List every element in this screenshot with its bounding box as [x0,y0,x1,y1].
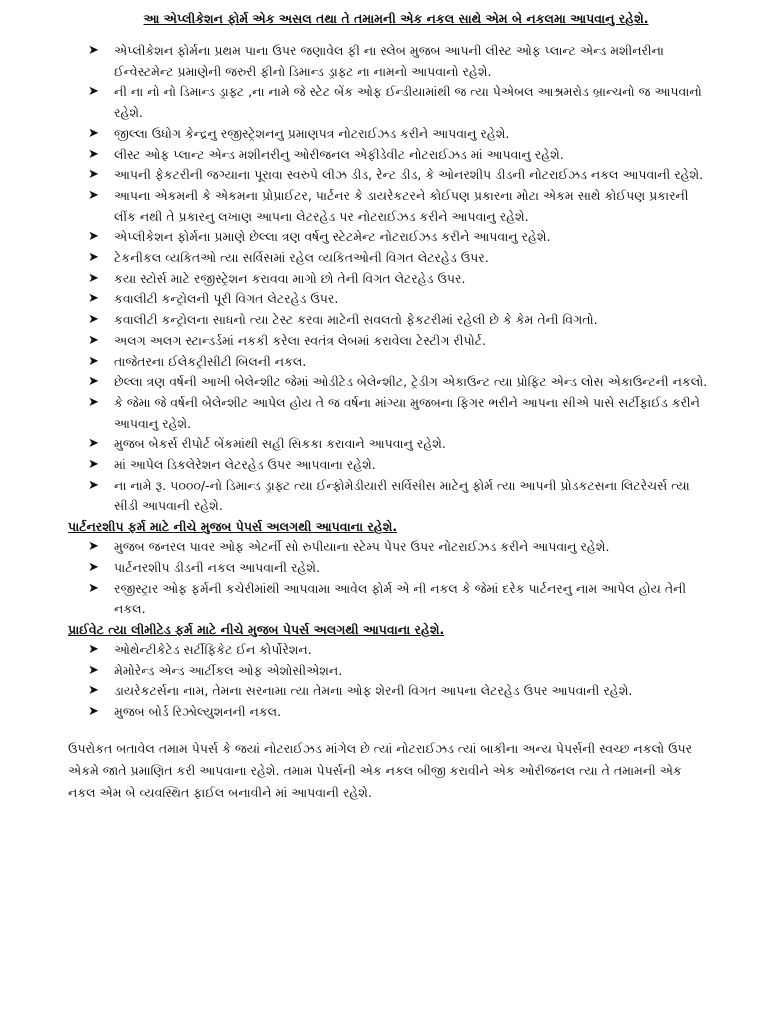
list-item [88,455,712,476]
list-item-text: છેલ્લા ત્રણ વર્ષની આખી બેલેન્શીટ જેમાં ઓડીટેડ બેલેન્શીટ, ટ્રેડીગ એકાઉન્ટ ત્યા પ્રોફિટ એન્ડ લોસ એકાઉન્ટની નકલો. [114,374,708,390]
arrow-bullet-icon: ➤ [88,374,99,390]
arrow-bullet-icon: ➤ [88,332,99,348]
list-item [88,165,712,186]
list-item-text: ડાયરેકટર્સના નામ, તેમના સરનામા ત્યા તેમના ઓફ શેરની વિગત આપના લેટરહેડ ઉપર આપવાની રહેશે. [114,683,633,699]
list-item-text: એપ્લીકેશન ફોર્મના પ્રમાણે છેલ્લા ત્રણ વર્ષનુ સ્ટેટમેન્ટ નોટરાઈઝડ કરીને આપવાનુ રહેશે. [114,229,551,245]
list-item [88,558,712,579]
list-item [88,579,712,620]
list-item [88,352,712,373]
arrow-bullet-icon: ➤ [88,641,99,657]
list-item [88,269,712,290]
list-item-text: ટેકનીકલ વ્યકિતઓ ત્યા સર્વિસમાં રહેલ વ્યકિતઓની વિગત લેટરહેડ ઉપર. [114,250,489,266]
list-item-text: આપના એકમની કે એકમના પ્રોપ્રાઈટર, પાર્ટનર કે ડાયરેકટરને કોઈપણ પ્રકારના મોટા એકમ સાથે કોઈપણ પ્રકારની લીંક નથી તે પ્રકારનુ લખાણ આપના લેટરહેડ પર નોટરાઈઝડ કરીને આપવાનુ રહેશે. [114,187,689,224]
closing-paragraph: ઉપરોકત બતાવેલ તમામ પેપર્સ કે જયાં નોટરાઈઝડ માંગેલ છે ત્યાં નોટરાઈઝડ ત્યાં બાકીના અન્ય પેપર્સની સ્વચ્છ નકલો ઉપર એકમે જાતે પ્રમાણિત કરી આપવાના રહેશે. તમામ પેપર્સની એક નકલ બીજી કરાવીને એક ઓરીજનલ ત્યા તે તમામની એક નકલ એમ બે વ્યવસ્થિત ફાઈલ બનાવીને માં આપવાની રહેશે. [68,740,693,800]
list-item-text: માં આપેલ ડિકલેરેશન લેટરહેડ ઉપર આપવાના રહેશે. [114,457,376,473]
list-item-text: કવાલીટી કન્ટ્રોલના સાધનો ત્યા ટેસ્ટ કરવા માટેની સવલતો ફેકટરીમાં રહેલી છે કે કેમ તેની વિગતો. [114,312,598,328]
partnership-requirements-list [88,537,712,620]
arrow-bullet-icon: ➤ [88,353,99,369]
list-item-text: તાજેતરના ઈલેકટ્રીસીટી બિલની નકલ. [114,353,307,369]
list-item [88,289,712,310]
arrow-bullet-icon: ➤ [88,394,99,410]
arrow-bullet-icon: ➤ [88,250,99,266]
list-item-text: એપ્લીકેશન ફોર્મના પ્રથમ પાના ઉપર જણાવેલ ફી ના સ્લેબ મુજબ આપની લીસ્ટ ઓફ પ્લાન્ટ એન્ડ મશીનરીના ઈન્વેસ્ટમેન્ટ પ્રમાણેની જરુરી ફીનો ડિમાન્ડ ડ્રાફ્ટ ના નામનો આપવાનો રહેશે. [114,43,664,79]
arrow-bullet-icon: ➤ [88,580,99,596]
list-item [88,310,712,331]
list-item [88,681,712,702]
arrow-bullet-icon: ➤ [88,229,99,245]
arrow-bullet-icon: ➤ [88,539,99,555]
list-item [88,41,712,82]
list-item-text: મુજબ બોર્ડ રિઝોલ્યુશનની નકલ. [114,704,282,720]
list-item [88,476,712,517]
arrow-bullet-icon: ➤ [88,291,99,307]
list-item-text: મેમોરેન્ડ એન્ડ આર્ટીકલ ઓફ એશોસીએશન. [114,662,343,678]
list-item [88,702,712,723]
list-item [88,186,712,227]
list-item-text: મુજબ બેકર્સ રીપોર્ટ બેંકમાંથી સહી સિકકા કરાવાને આપવાનુ રહેશે. [114,436,446,452]
private-limited-requirements-list [88,640,712,723]
list-item-text: કે જેમા જે વર્ષની બેલેન્શીટ આપેલ હોય તે જ વર્ષના માંગ્યા મુજબના ફિગર ભરીને આપના સીએ પાસે સર્ટીફાઈડ કરીને આપવાનુ રહેશે. [114,394,700,431]
list-item [88,248,712,269]
list-item-text: મુજબ જનરલ પાવર ઓફ એટર્ની સો રુપીયાના સ્ટેમ્પ પેપર ઉપર નોટરાઈઝડ કરીને આપવાનુ રહેશે. [114,539,610,555]
arrow-bullet-icon: ➤ [88,704,99,720]
list-item [88,661,712,682]
arrow-bullet-icon: ➤ [88,167,99,183]
private-limited-section-title: પ્રાઈવેટ ત્યા લીમીટેડ ફર્મ માટે નીચે મુજબ પેપર્સ અલગથી આપવાના રહેશે. [68,621,445,637]
list-item [88,393,712,434]
arrow-bullet-icon: ➤ [88,43,99,58]
arrow-bullet-icon: ➤ [88,559,99,575]
list-item-text: ની ના નો નો ડિમાન્ડ ડ્રાફ્ટ ,ના નામે જે સ્ટેટ બેંક ઓફ ઈન્ડીયામાંથી જ ત્યા પેએબલ આશ્રમરોડ બ્રાન્ચનો જ આપવાનો રહેશે. [114,84,702,121]
list-item [88,331,712,352]
arrow-bullet-icon: ➤ [88,270,99,286]
arrow-bullet-icon: ➤ [88,146,99,162]
list-item [88,124,712,145]
arrow-bullet-icon: ➤ [88,662,99,678]
list-item-text: અલગ અલગ સ્ટાન્ડર્ડમાં નકકી કરેલા સ્વતંત્ર લેબમાં કરાવેલા ટેસ્ટીગ રીપોર્ટ. [114,332,486,348]
arrow-bullet-icon: ➤ [88,312,99,328]
list-item [88,434,712,455]
list-item-text: પાર્ટનરશીપ ડીડની નકલ આપવાની રહેશે. [114,559,320,575]
arrow-bullet-icon: ➤ [88,477,99,493]
arrow-bullet-icon: ➤ [88,683,99,699]
list-item-text: કયા સ્ટોર્સ માટે રજીસ્ટ્રેશન કરાવવા માગો છો તેની વિગત લેટરહેડ ઉપર. [114,270,466,286]
list-item-text: ના નામે રૂ. ૫૦૦૦/-નો ડિમાન્ડ ડ્રાફ્ટ ત્યા ઈન્ફોમેડીયારી સર્વિસીસ માટેનુ ફોર્મ ત્યા આપની પ્રોડકટસના લિટરેચર્સ ત્યા સીડી આપવાની રહેશે. [114,477,690,514]
arrow-bullet-icon: ➤ [88,125,99,141]
list-item [88,372,712,393]
arrow-bullet-icon: ➤ [88,436,99,452]
list-item-text: જીલ્લા ઉધોગ કેન્દ્રનુ રજીસ્ટ્રેશનનુ પ્રમાણપત્ર નોટરાઈઝડ કરીને આપવાનુ રહેશે. [114,125,510,141]
partnership-section-title: પાર્ટનરશીપ ફર્મ માટે નીચે મુજબ પેપર્સ અલગથી આપવાના રહેશે. [68,519,398,535]
arrow-bullet-icon: ➤ [88,84,99,100]
list-item-text: રજીસ્ટ્રાર ઓફ ફર્મની કચેરીમાંથી આપવામા આવેલ ફોર્મ એ ની નકલ કે જેમાં દરેક પાર્ટનરનુ નામ આપેલ હોય તેની નકલ. [114,580,687,617]
list-item-text: આપની ફેકટરીની જગ્યાના પૂરાવા સ્વરુપે લીઝ ડીડ, રેન્ટ ડીડ, કે ઓનરશીપ ડીડની નોટરાઈઝડ નકલ આપવાની રહેશે. [114,167,704,183]
list-item-text: લીસ્ટ ઓફ પ્લાન્ટ એન્ડ મશીનરીનુ ઓરીજનલ એફીડેવીટ નોટરાઈઝડ માં આપવાનુ રહેશે. [114,146,564,162]
list-item [88,640,712,661]
list-item [88,537,712,558]
arrow-bullet-icon: ➤ [88,187,99,203]
list-item-text: ઓથેન્ટીકેટેડ સર્ટીફિકેટ ઈન કોર્પોરેશન. [114,641,312,657]
arrow-bullet-icon: ➤ [88,457,99,473]
list-item [88,82,712,123]
list-item [88,227,712,248]
requirements-list [88,41,712,517]
list-item [88,145,712,166]
document-title: આ એપ્લીકેશન ફોર્મ એક અસલ તથા તે તમામની એક નકલ સાથે એમ બે નકલમા આપવાનુ રહેશે. [143,11,649,26]
list-item-text: કવાલીટી કન્ટ્રોલની પૂરી વિગત લેટરહેડ ઉપર. [114,291,339,307]
